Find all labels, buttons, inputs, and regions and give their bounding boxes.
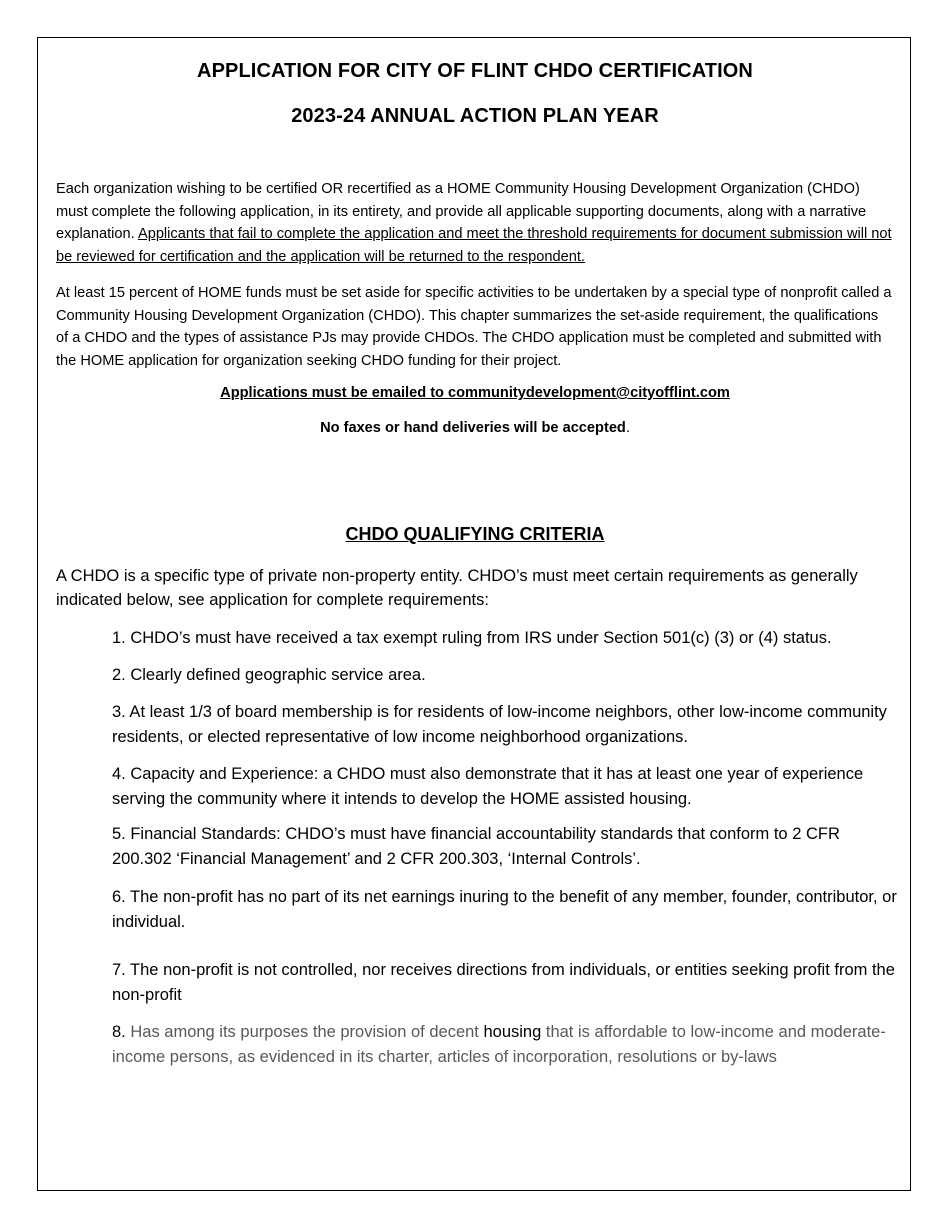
criteria-heading: CHDO QUALIFYING CRITERIA	[345, 524, 605, 544]
document-subtitle: 2023-24 ANNUAL ACTION PLAN YEAR	[291, 105, 659, 127]
criteria-item-8-keyword: housing	[483, 1023, 542, 1041]
criteria-item: 2. Clearly defined geographic service area.	[112, 666, 426, 684]
criteria-item-8-text-a: Has among its purposes the provision of decent	[125, 1023, 484, 1041]
setaside-paragraph: At least 15 percent of HOME funds must be set aside for specific activities to be undertaken by a special type of nonprofit called a Community Housing Development Organization (CHDO). This chapter summarizes the set-aside requirement, the qualifications of a CHDO and the types of assistance PJs may provide CHDOs. The CHDO application must be completed and submitted with the HOME application for organization seeking CHDO funding for their project.	[56, 285, 892, 369]
criteria-intro: A CHDO is a specific type of private non-property entity. CHDO’s must meet certain requirements as generally indicated below, see application for complete requirements:	[56, 567, 858, 609]
intro-paragraph	[56, 178, 894, 268]
no-fax-notice	[38, 420, 912, 436]
no-fax-period: .	[625, 420, 630, 436]
criteria-item: 1. CHDO’s must have received a tax exempt ruling from IRS under Section 501(c) (3) or (4) status.	[112, 629, 832, 647]
criteria-item-8	[112, 1020, 902, 1069]
submission-email-line: Applications must be emailed to communitydevelopment@cityofflint.com	[220, 385, 730, 401]
criteria-item-8-number: 8.	[112, 1023, 126, 1041]
criteria-item: 3. At least 1/3 of board membership is for residents of low-income neighbors, other low-income community residents, or elected representative of low income neighborhood organizations.	[112, 703, 887, 746]
no-fax-text: No faxes or hand deliveries will be accepted	[320, 420, 626, 436]
page-frame	[37, 37, 911, 1191]
criteria-item: 4. Capacity and Experience: a CHDO must also demonstrate that it has at least one year of experience serving the community where it intends to develop the HOME assisted housing.	[112, 765, 864, 808]
intro-paragraph-text: Each organization wishing to be certified OR recertified as a HOME Community Housing Development Organization (CHDO) must complete the following application, in its entirety, and provide all applicable supporting documents, along with a narrative explanation.	[56, 181, 867, 242]
criteria-item: 5. Financial Standards: CHDO’s must have financial accountability standards that conform to 2 CFR 200.302 ‘Financial Management’ and 2 CFR 200.303, ‘Internal Controls’.	[112, 825, 840, 868]
criteria-item: 7. The non-profit is not controlled, nor receives directions from individuals, or entities seeking profit from the non-profit	[112, 961, 895, 1004]
document-title: APPLICATION FOR CITY OF FLINT CHDO CERTIFICATION	[197, 60, 753, 82]
criteria-item-8-text-b: that is affordable to low-income and moderate-income persons, as evidenced in its charter, articles of incorporation, resolutions or by-laws	[112, 1023, 886, 1066]
intro-paragraph-warning: Applicants that fail to complete the application and meet the threshold requirements for document submission will not be reviewed for certification and the application will be returned to the respondent.	[56, 226, 892, 265]
criteria-item: 6. The non-profit has no part of its net earnings inuring to the benefit of any member, founder, contributor, or individual.	[112, 888, 897, 931]
